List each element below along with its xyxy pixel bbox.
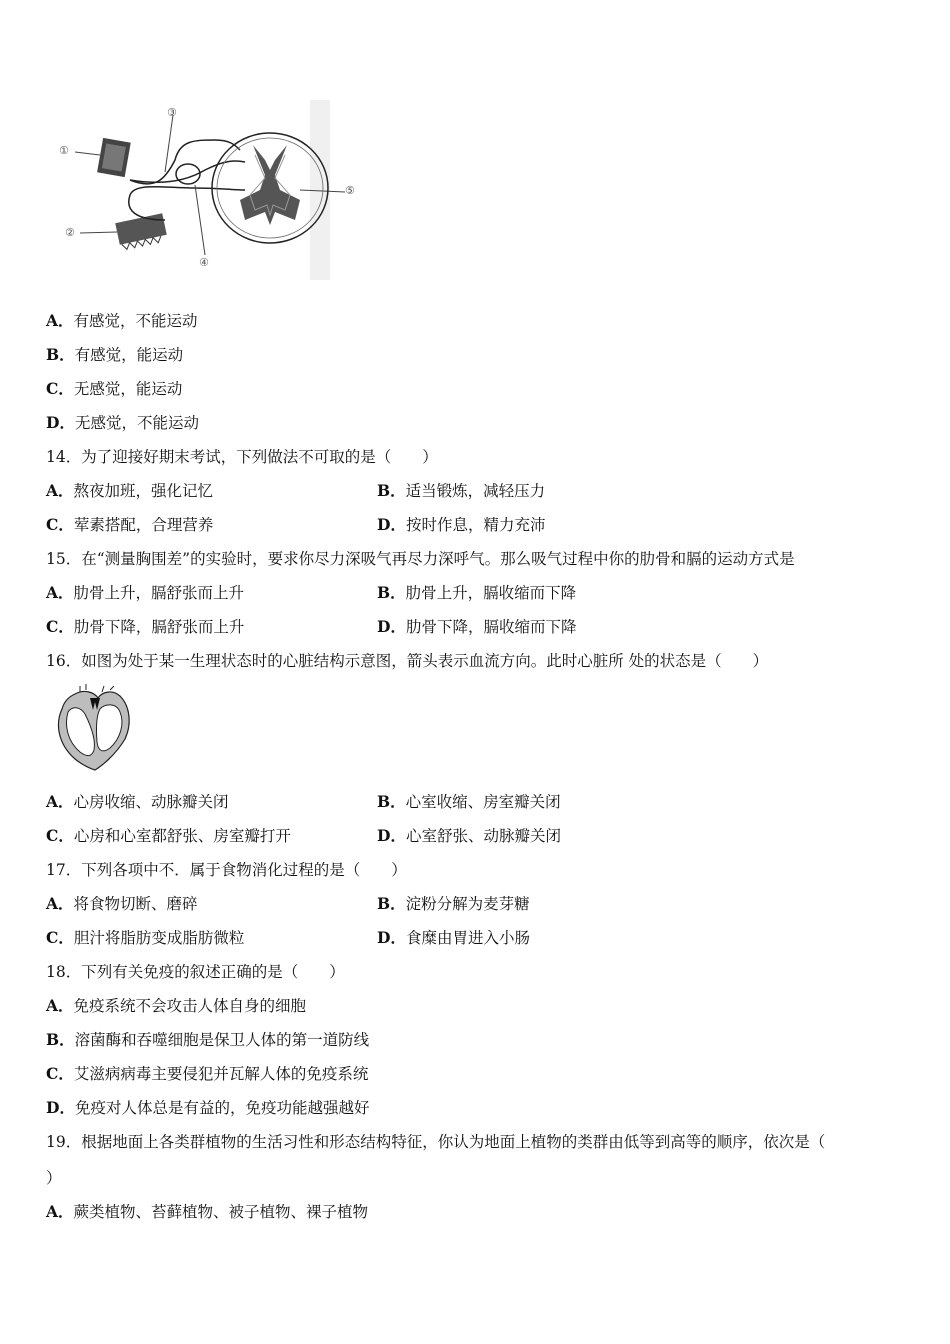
q13-option-b: B．有感觉，能运动 (46, 345, 184, 364)
label-2: ② (65, 226, 75, 239)
q15-option-b: B．肋骨上升，膈收缩而下降 (377, 583, 577, 602)
q19-option-a: A．蕨类植物、苔藓植物、被子植物、裸子植物 (46, 1202, 369, 1221)
q16-option-d: D．心室舒张、动脉瓣关闭 (377, 826, 561, 845)
q14-option-b: B．适当锻炼，减轻压力 (377, 481, 546, 500)
q19-stem-line1: 19．根据地面上各类群植物的生活习性和形态结构特征，你认为地面上植物的类群由低等到高等的顺序，依次是（ (46, 1133, 826, 1151)
q16-option-a: A．心房收缩、动脉瓣关闭 (46, 792, 229, 811)
q15-option-d: D．肋骨下降，膈收缩而下降 (377, 617, 577, 636)
q17-option-b: B．淀粉分解为麦芽糖 (377, 894, 530, 913)
q17-option-a: A．将食物切断、磨碎 (46, 894, 198, 913)
q19-stem-line2: ） (46, 1169, 62, 1187)
q18-option-a: A．免疫系统不会攻击人体自身的细胞 (46, 996, 307, 1015)
q16-option-c: C．心房和心室都舒张、房室瓣打开 (46, 826, 291, 845)
q13-option-a: A．有感觉，不能运动 (46, 311, 198, 330)
label-3: ③ (167, 106, 177, 119)
label-1: ① (59, 144, 69, 157)
q15-option-a: A．肋骨上升，膈舒张而上升 (46, 583, 245, 602)
q14-option-c: C．荤素搭配，合理营养 (46, 515, 214, 534)
q18-stem: 18．下列有关免疫的叙述正确的是（ ） (46, 963, 345, 981)
q18-option-d: D．免疫对人体总是有益的，免疫功能越强越好 (46, 1098, 370, 1117)
heart-figure (50, 684, 140, 774)
q18-option-b: B．溶菌酶和吞噬细胞是保卫人体的第一道防线 (46, 1030, 370, 1049)
q13-option-d: D．无感觉，不能运动 (46, 413, 199, 432)
q17-option-c: C．胆汁将脂肪变成脂肪微粒 (46, 928, 245, 947)
receptor-block (97, 138, 131, 177)
q15-stem: 15．在“测量胸围差”的实验时，要求你尽力深吸气再尽力深呼气。那么吸气过程中你的肋骨和膈的运动方式是 (46, 550, 795, 568)
q13-option-c: C．无感觉，能运动 (46, 379, 183, 398)
q14-option-d: D．按时作息，精力充沛 (377, 515, 546, 534)
q14-stem: 14．为了迎接好期末考试，下列做法不可取的是（ ） (46, 448, 438, 466)
heart-diagram (50, 684, 140, 774)
q16-stem: 16．如图为处于某一生理状态时的心脏结构示意图，箭头表示血流方向。此时心脏所 处的状态是（ ） (46, 652, 769, 670)
q17-stem: 17．下列各项中不．属于食物消化过程的是（ ） (46, 861, 407, 879)
label-4: ④ (199, 256, 209, 269)
q15-option-c: C．肋骨下降，膈舒张而上升 (46, 617, 245, 636)
reflex-arc-figure (55, 100, 365, 280)
q18-option-c: C．艾滋病病毒主要侵犯并瓦解人体的免疫系统 (46, 1064, 369, 1083)
label-5: ⑤ (345, 184, 355, 197)
reflex-arc-diagram (55, 100, 365, 280)
q16-option-b: B．心室收缩、房室瓣关闭 (377, 792, 561, 811)
q17-option-d: D．食糜由胃进入小肠 (377, 928, 530, 947)
q14-option-a: A．熬夜加班，强化记忆 (46, 481, 214, 500)
